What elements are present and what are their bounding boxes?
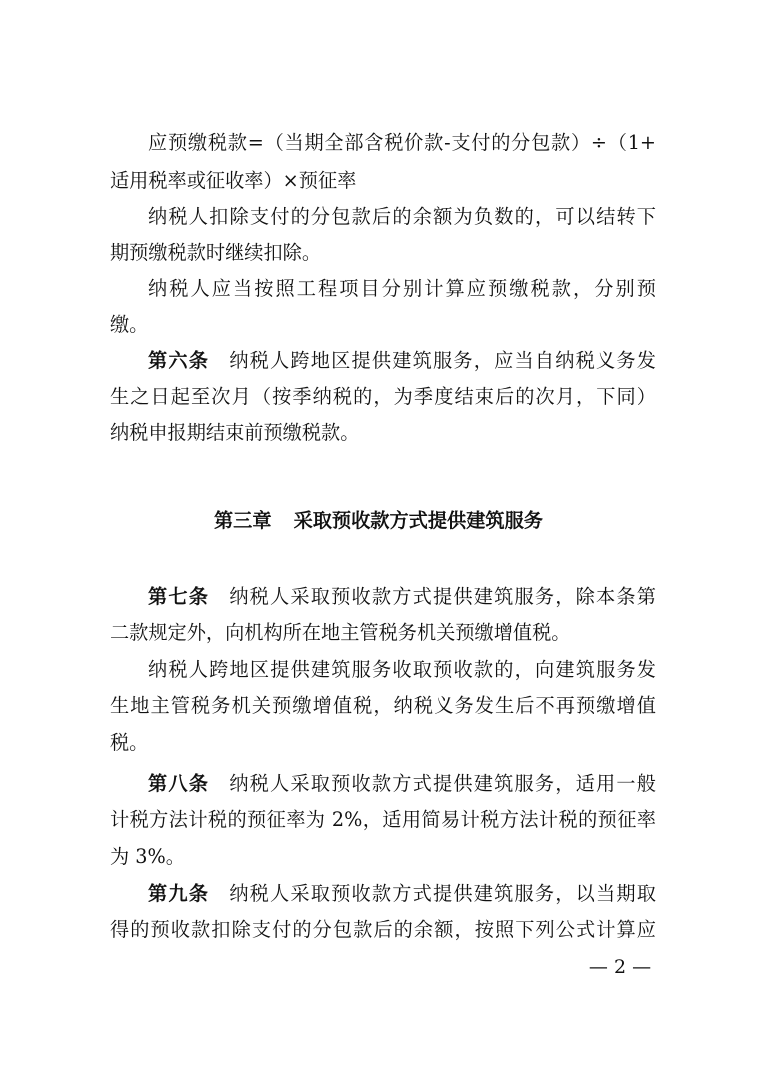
- article-label: 第六条: [148, 349, 210, 372]
- page-number: — 2 —: [588, 956, 652, 978]
- paragraph-line: 生之日起至次月（按季纳税的，为季度结束后的次月，下同）: [110, 385, 656, 408]
- article-text: 纳税人采取预收款方式提供建筑服务，以当期取: [228, 882, 656, 905]
- formula-line-2: 适用税率或征收率）×预征率: [110, 169, 357, 192]
- paragraph-line: 税。: [110, 731, 149, 754]
- article-label: 第八条: [148, 772, 210, 795]
- article-label: 第九条: [148, 882, 210, 905]
- article-7-line-1: [148, 584, 656, 610]
- formula-line-1: 应预缴税款=（当期全部含税价款-支付的分包款）÷（1+: [148, 131, 656, 154]
- paragraph-line: 纳税人跨地区提供建筑服务收取预收款的，向建筑服务发: [148, 658, 656, 681]
- paragraph-line: 缴。: [110, 313, 149, 336]
- paragraph-line: 得的预收款扣除支付的分包款后的余额，按照下列公式计算应: [110, 918, 656, 941]
- paragraph-line: 二款规定外，向机构所在地主管税务机关预缴增值税。: [110, 621, 571, 644]
- article-9-line-1: [148, 881, 656, 907]
- chapter-heading: [0, 508, 757, 534]
- article-8-line-1: [148, 771, 656, 797]
- article-text: 纳税人采取预收款方式提供建筑服务，适用一般: [228, 772, 656, 795]
- article-text: 纳税人跨地区提供建筑服务，应当自纳税义务发: [228, 349, 656, 372]
- article-6-line-1: [148, 348, 656, 374]
- paragraph-line: 期预缴税款时继续扣除。: [110, 241, 322, 264]
- paragraph-line: 纳税申报期结束前预缴税款。: [110, 421, 360, 444]
- article-label: 第七条: [148, 585, 210, 608]
- paragraph-line: 计税方法计税的预征率为 2%，适用简易计税方法计税的预征率: [110, 808, 656, 831]
- paragraph-line: 纳税人扣除支付的分包款后的余额为负数的，可以结转下: [148, 205, 656, 228]
- paragraph-line: 生地主管税务机关预缴增值税，纳税义务发生后不再预缴增值: [110, 694, 656, 717]
- chapter-number: 第三章: [214, 509, 272, 532]
- paragraph-line: 为 3%。: [110, 845, 185, 868]
- article-text: 纳税人采取预收款方式提供建筑服务，除本条第: [228, 585, 656, 608]
- chapter-title: 采取预收款方式提供建筑服务: [293, 509, 543, 532]
- paragraph-line: 纳税人应当按照工程项目分别计算应预缴税款，分别预: [148, 277, 656, 300]
